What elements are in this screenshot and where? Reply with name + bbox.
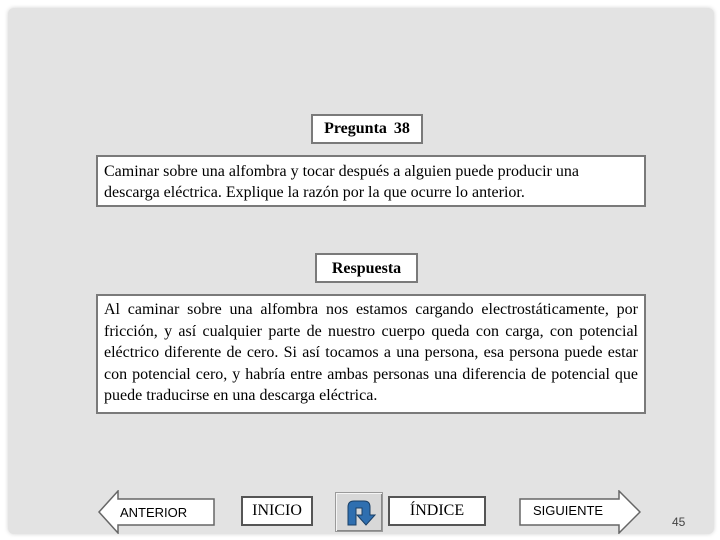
question-title: Pregunta 38: [311, 114, 423, 144]
next-button[interactable]: [519, 490, 641, 534]
next-label: SIGUIENTE: [533, 503, 604, 518]
answer-text: Al caminar sobre una alfombra nos estamos cargando electrostáticamente, por fricción, y así cualquier parte de nuestro cuerpo queda con carga, con potencial eléctrico diferente de cero. Si así tocamos a una persona, esa persona puede estar con potencial cero, y habría entre ambas personas una diferencia de potencial que puede traducirse en una descarga eléctrica.: [96, 294, 646, 414]
previous-label: ANTERIOR: [120, 505, 188, 520]
slide: [8, 8, 714, 534]
previous-button[interactable]: [98, 490, 216, 534]
answer-title: Respuesta: [315, 253, 418, 283]
return-button[interactable]: [335, 492, 383, 532]
question-text: Caminar sobre una alfombra y tocar después a alguien puede producir una descarga eléctrica. Explique la razón por la que ocurre lo anterior.: [96, 155, 646, 207]
index-button[interactable]: ÍNDICE: [388, 496, 486, 526]
home-button[interactable]: INICIO: [241, 496, 313, 526]
u-turn-return-icon: [336, 493, 382, 531]
page-number: 45: [672, 515, 686, 529]
